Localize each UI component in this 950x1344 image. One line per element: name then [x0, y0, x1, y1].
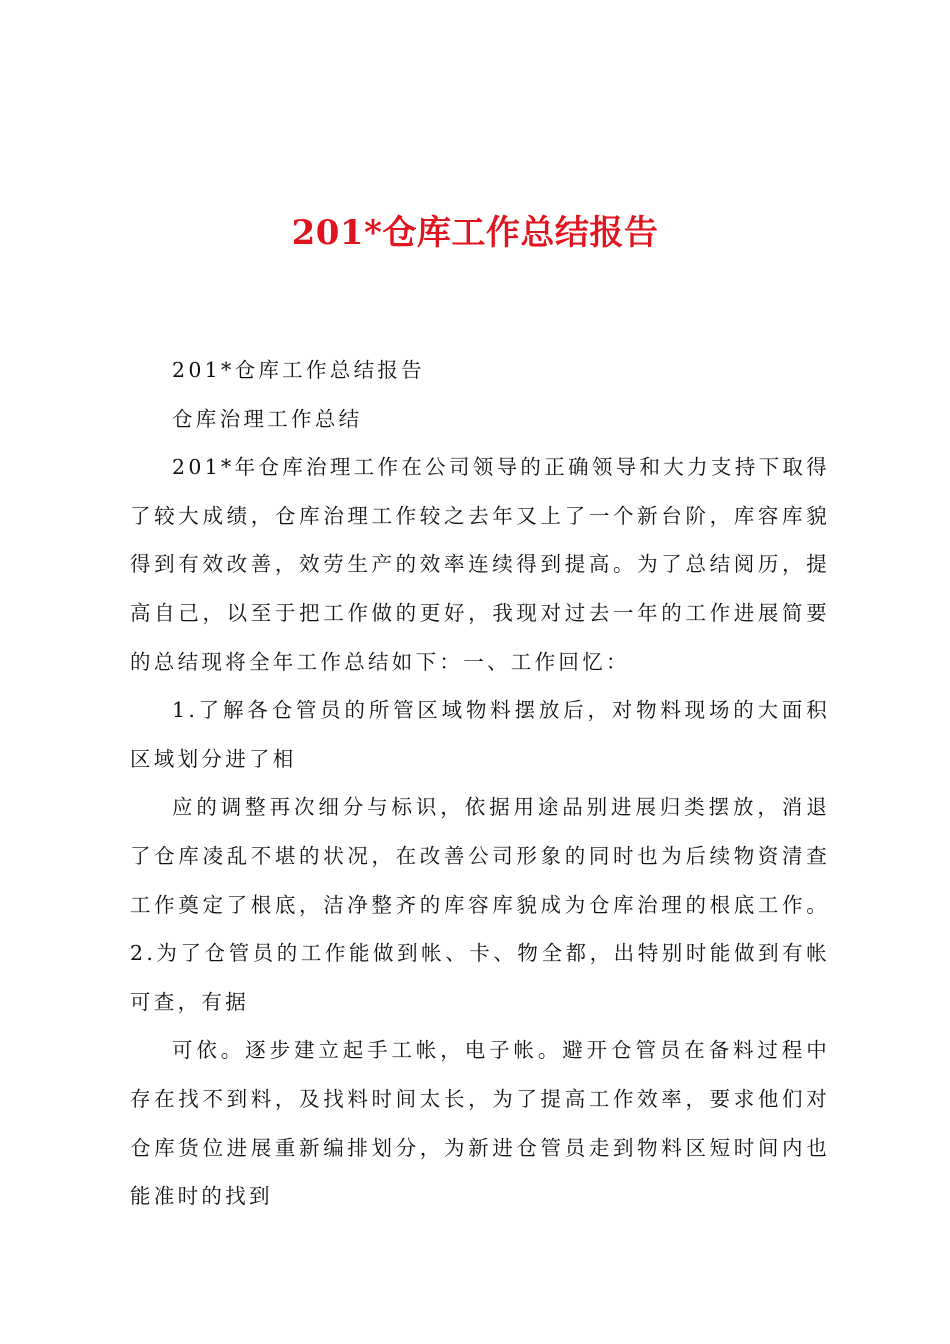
paragraph-subtitle: 201*仓库工作总结报告 — [172, 358, 425, 382]
paragraph: 201*年仓库治理工作在公司领导的正确领导和大力支持下取得了较大成绩，仓库治理工作较之去年又上了一个新台阶，库容库貌得到有效改善，效劳生产的效率连续得到提高。为了总结阅历，提高自己，以至于把工作做的更好，我现对过去一年的工作进展简要的总结现将全年工作总结如下：一、工作回忆： — [130, 455, 830, 674]
paragraph: 应的调整再次细分与标识，依据用途品别进展归类摆放，消退了仓库凌乱不堪的状况，在改善公司形象的同时也为后续物资清查工作奠定了根底，洁净整齐的库容库貌成为仓库治理的根底工作。2.为了仓管员的工作能做到帐、卡、物全都，出特别时能做到有帐可查，有据 — [130, 795, 830, 1014]
document-body — [130, 346, 830, 1221]
paragraph-section-heading: 仓库治理工作总结 — [172, 406, 363, 431]
paragraph: 1.了解各仓管员的所管区域物料摆放后，对物料现场的大面积区域划分进了相 — [130, 698, 830, 771]
document-title: 201*仓库工作总结报告 — [291, 213, 659, 253]
paragraph: 可依。逐步建立起手工帐，电子帐。避开仓管员在备料过程中存在找不到料，及找料时间太长，为了提高工作效率，要求他们对仓库货位进展重新编排划分，为新进仓管员走到物料区短时间内也能准时的找到 — [130, 1038, 830, 1209]
